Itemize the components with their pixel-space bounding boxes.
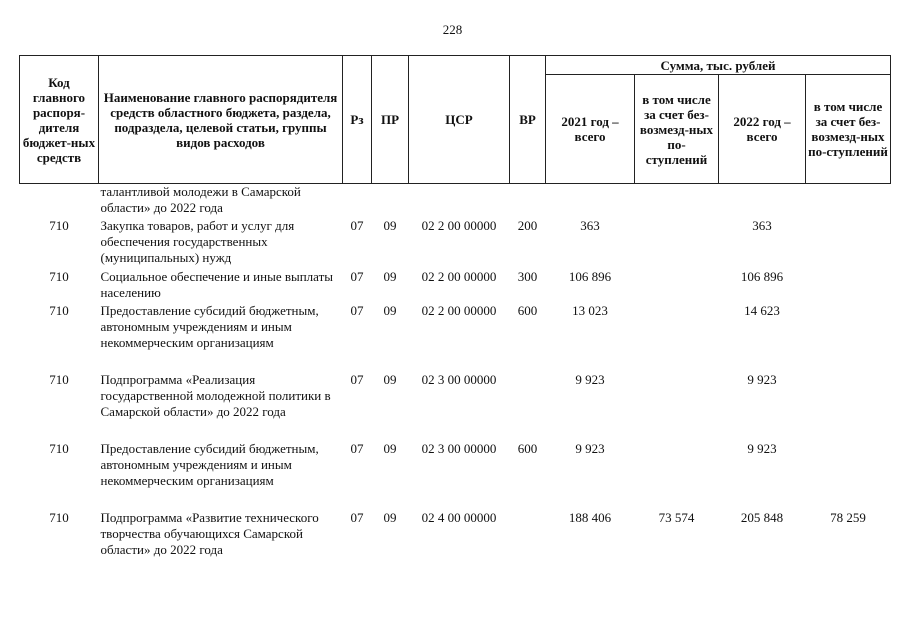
header-free-2021: в том числе за счет без-возмезд-ных по-ступлений [635,75,719,184]
cell-total-2022: 9 923 [747,440,777,456]
cell-total-2022: 9 923 [747,371,777,387]
cell-pr: 09 [383,217,397,233]
cell-free-2022 [806,441,891,510]
cell-free-2021 [635,303,719,372]
table-row [20,269,891,303]
table-body [20,184,891,579]
header-vr: ВР [510,56,546,184]
cell-total-2022: 106 896 [740,268,784,284]
cell-total-2021: 9 923 [575,371,605,387]
budget-table [19,55,891,579]
cell-total-2022: 14 623 [744,302,780,318]
cell-free-2021 [635,184,719,218]
header-rz: Рз [343,56,372,184]
cell-free-2021: 73 574 [658,509,695,525]
cell-name: Закупка товаров, работ и услуг для обеспечения государственных (муниципальных) нужд [100,217,295,265]
header-pr: ПР [372,56,409,184]
header-csr: ЦСР [409,56,510,184]
cell-free-2021 [635,269,719,303]
cell-rz: 07 [350,509,364,525]
cell-vr [510,372,546,441]
cell-code: 710 [49,440,69,456]
cell-csr: 02 2 00 00000 [421,268,497,284]
cell-name: Предоставление субсидий бюджетным, автономным учреждениям и иным некоммерческим организациям [100,440,319,488]
header-total-2022: 2022 год – всего [719,75,806,184]
cell-total-2022: 205 848 [740,509,784,525]
cell-rz: 07 [350,302,364,318]
cell-vr: 600 [517,440,538,456]
cell-free-2021 [635,372,719,441]
cell-pr: 09 [383,440,397,456]
cell-name: талантливой молодежи в Самарской области» до 2022 года [100,184,301,215]
table-row [20,303,891,372]
cell-pr: 09 [383,371,397,387]
cell-code: 710 [49,509,69,525]
cell-total-2021 [546,184,635,218]
table-row [20,218,891,269]
cell-total-2021: 13 023 [572,302,608,318]
header-free-2022: в том числе за счет без-возмезд-ных по-ступлений [806,75,891,184]
cell-vr: 200 [517,217,538,233]
cell-free-2022 [806,269,891,303]
cell-free-2021 [635,218,719,269]
cell-name: Социальное обеспечение и иные выплаты населению [100,268,334,300]
cell-vr: 300 [517,268,538,284]
cell-total-2021: 188 406 [568,509,612,525]
table-row [20,441,891,510]
cell-total-2021: 106 896 [568,268,612,284]
cell-pr: 09 [383,268,397,284]
cell-csr: 02 3 00 00000 [421,440,497,456]
cell-code: 710 [49,217,69,233]
table-row [20,184,891,218]
cell-vr [510,510,546,579]
cell-code: 710 [49,302,69,318]
cell-free-2022 [806,184,891,218]
cell-free-2021 [635,441,719,510]
cell-code: 710 [49,268,69,284]
cell-rz: 07 [350,268,364,284]
cell-free-2022 [806,303,891,372]
page-number: 228 [442,22,463,37]
cell-csr: 02 4 00 00000 [421,509,497,525]
cell-pr: 09 [383,302,397,318]
cell-csr: 02 2 00 00000 [421,217,497,233]
table-row [20,372,891,441]
cell-rz: 07 [350,371,364,387]
header-total-2021: 2021 год – всего [546,75,635,184]
cell-total-2021: 363 [580,217,600,233]
cell-pr [372,184,409,218]
cell-pr: 09 [383,509,397,525]
table-row [20,510,891,579]
cell-name: Подпрограмма «Реализация государственной молодежной политики в Самарской области» до 2022 года [100,371,331,419]
cell-total-2022 [719,184,806,218]
header-name: Наименование главного распорядителя средств областного бюджета, раздела, подраздела, целевой статьи, группы видов расходов [99,56,343,184]
cell-code [20,184,99,218]
header-code: Код главного распоря-дителя бюджет-ных средств [20,56,99,184]
cell-code: 710 [49,371,69,387]
cell-csr [409,184,510,218]
cell-name: Предоставление субсидий бюджетным, автономным учреждениям и иным некоммерческим организациям [100,302,319,350]
cell-free-2022 [806,372,891,441]
cell-free-2022 [806,218,891,269]
cell-vr: 600 [517,302,538,318]
header-sum: Сумма, тыс. рублей [546,56,891,75]
cell-csr: 02 2 00 00000 [421,302,497,318]
cell-total-2021: 9 923 [575,440,605,456]
cell-name: Подпрограмма «Развитие технического творчества обучающихся Самарской области» до 2022 года [100,509,319,557]
cell-free-2022: 78 259 [830,509,866,525]
cell-vr [510,184,546,218]
cell-rz: 07 [350,440,364,456]
cell-total-2022: 363 [752,217,772,233]
cell-csr: 02 3 00 00000 [421,371,497,387]
cell-rz [343,184,372,218]
table-header [20,56,891,184]
cell-rz: 07 [350,217,364,233]
